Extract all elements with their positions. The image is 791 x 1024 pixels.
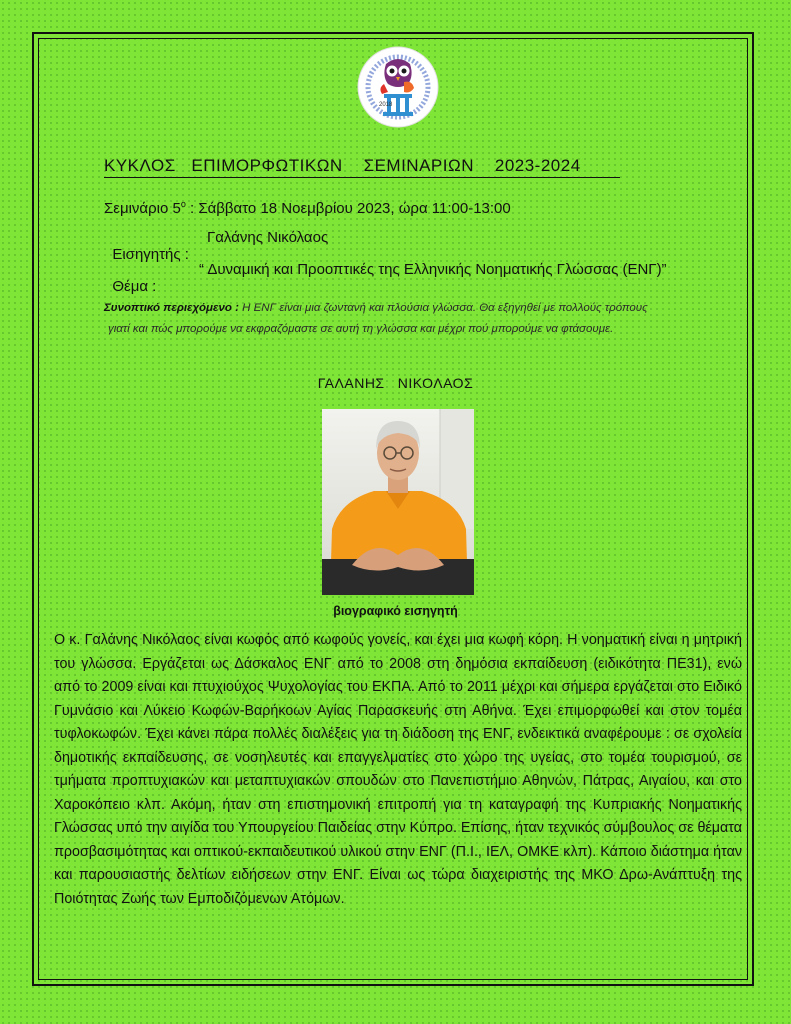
seminar-details: : Σάββατο 18 Νοεμβρίου 2023, ώρα 11:00-13:00 bbox=[185, 200, 511, 217]
association-logo bbox=[356, 44, 440, 130]
cycle-heading: ΚΥΚΛΟΣ ΕΠΙΜΟΡΦΩΤΙΚΩΝ ΣΕΜΙΝΑΡΙΩΝ 2023-2024 bbox=[104, 156, 620, 178]
svg-text:2018: 2018 bbox=[379, 102, 393, 108]
bio-caption: βιογραφικό εισηγητή bbox=[333, 604, 458, 618]
summary-line-1: Η ΕΝΓ είναι μια ζωντανή και πλούσια γλώσσα. Θα εξηγηθεί με πολλούς τρόπους bbox=[238, 302, 648, 314]
seminar-label: Σεμινάριο 5 bbox=[104, 200, 181, 217]
topic-title: “ Δυναμική και Προοπτικές της Ελληνικής Νοηματικής Γλώσσας (ΕΝΓ)” bbox=[199, 261, 667, 278]
summary-text bbox=[104, 298, 694, 340]
seminar-line bbox=[104, 199, 511, 217]
speaker-name: Γαλάνης Νικόλαος bbox=[207, 229, 329, 246]
summary-line-2: γιατί και πώς μπορούμε να εκφραζόμαστε σε αυτή τη γλώσσα και μέχρι πού μπορούμε να φτάσουμε. bbox=[108, 323, 614, 335]
speaker-label: Εισηγητής : bbox=[112, 246, 189, 263]
topic-label: Θέμα : bbox=[112, 278, 157, 295]
bio-paragraph: Ο κ. Γαλάνης Νικόλαος είναι κωφός από κωφούς γονείς, και έχει μια κωφή κόρη. Η νοηματική είναι η μητρική του γλώσσα. Εργάζεται ως Δάσκαλος ΕΝΓ από το 2008 στη δημόσια εκπαίδευση (ειδικότητα ΠΕ31), ενώ από το 2009 είναι και πτυχιούχος Ψυχολογίας του ΕΚΠΑ. Από το 2011 μέχρι και σήμερα εργάζεται στο Ειδικό Γυμνάσιο και Λύκειο Κωφών-Βαρήκοων Αγίας Παρασκευής στη Αθήνα. Έχει επιμορφωθεί και στον τομέα τυφλοκωφών. Έχει κάνει πάρα πολλές διαλέξεις για τη διάδοση της ΕΝΓ, ενδεικτικά αναφέρουμε : σε σχολεία δημοτικής εκπαίδευσης, σε νοσηλευτές και επαγγελματίες στο χώρο της υγείας, στο τομέα τουρισμού, σε τμήματα προπτυχιακών και μεταπτυχιακών σπουδών στο Πανεπιστήμιο Αθηνών, Πάτρας, Αιγαίου, και στο Χαροκόπειο κλπ. Ακόμη, ήταν στη επιστημονική επιτροπή για τη καταγραφή της Κυπριακής Νοηματικής Γλώσσας υπό την αιγίδα του Υπουργείου Παιδείας στην Κύπρο. Επίσης, ήταν τεχνικός σύμβουλος σε θέματα προσβασιμότητας και οπτικού-εκπαιδευτικού υλικού στην ΕΝΓ (Π.Ι., ΙΕΛ, ΟΜΚΕ κλπ). Κάποιο διάστημα ήταν και παρουσιαστής δελτίων ειδήσεων στην ΕΝΓ. Είναι ως τώρα διαχειριστής της ΜΚΟ Δρω-Ανάπτυξη της Ποιότητας Ζωής των Εμποδιζόμενων Ατόμων. bbox=[54, 632, 742, 907]
speaker-photo bbox=[322, 409, 474, 595]
seminar-ordinal: ο bbox=[180, 199, 186, 209]
speaker-name-heading: ΓΑΛΑΝΗΣ ΝΙΚΟΛΑΟΣ bbox=[317, 375, 474, 391]
summary-label: Συνοπτικό περιεχόμενο : bbox=[104, 302, 239, 314]
